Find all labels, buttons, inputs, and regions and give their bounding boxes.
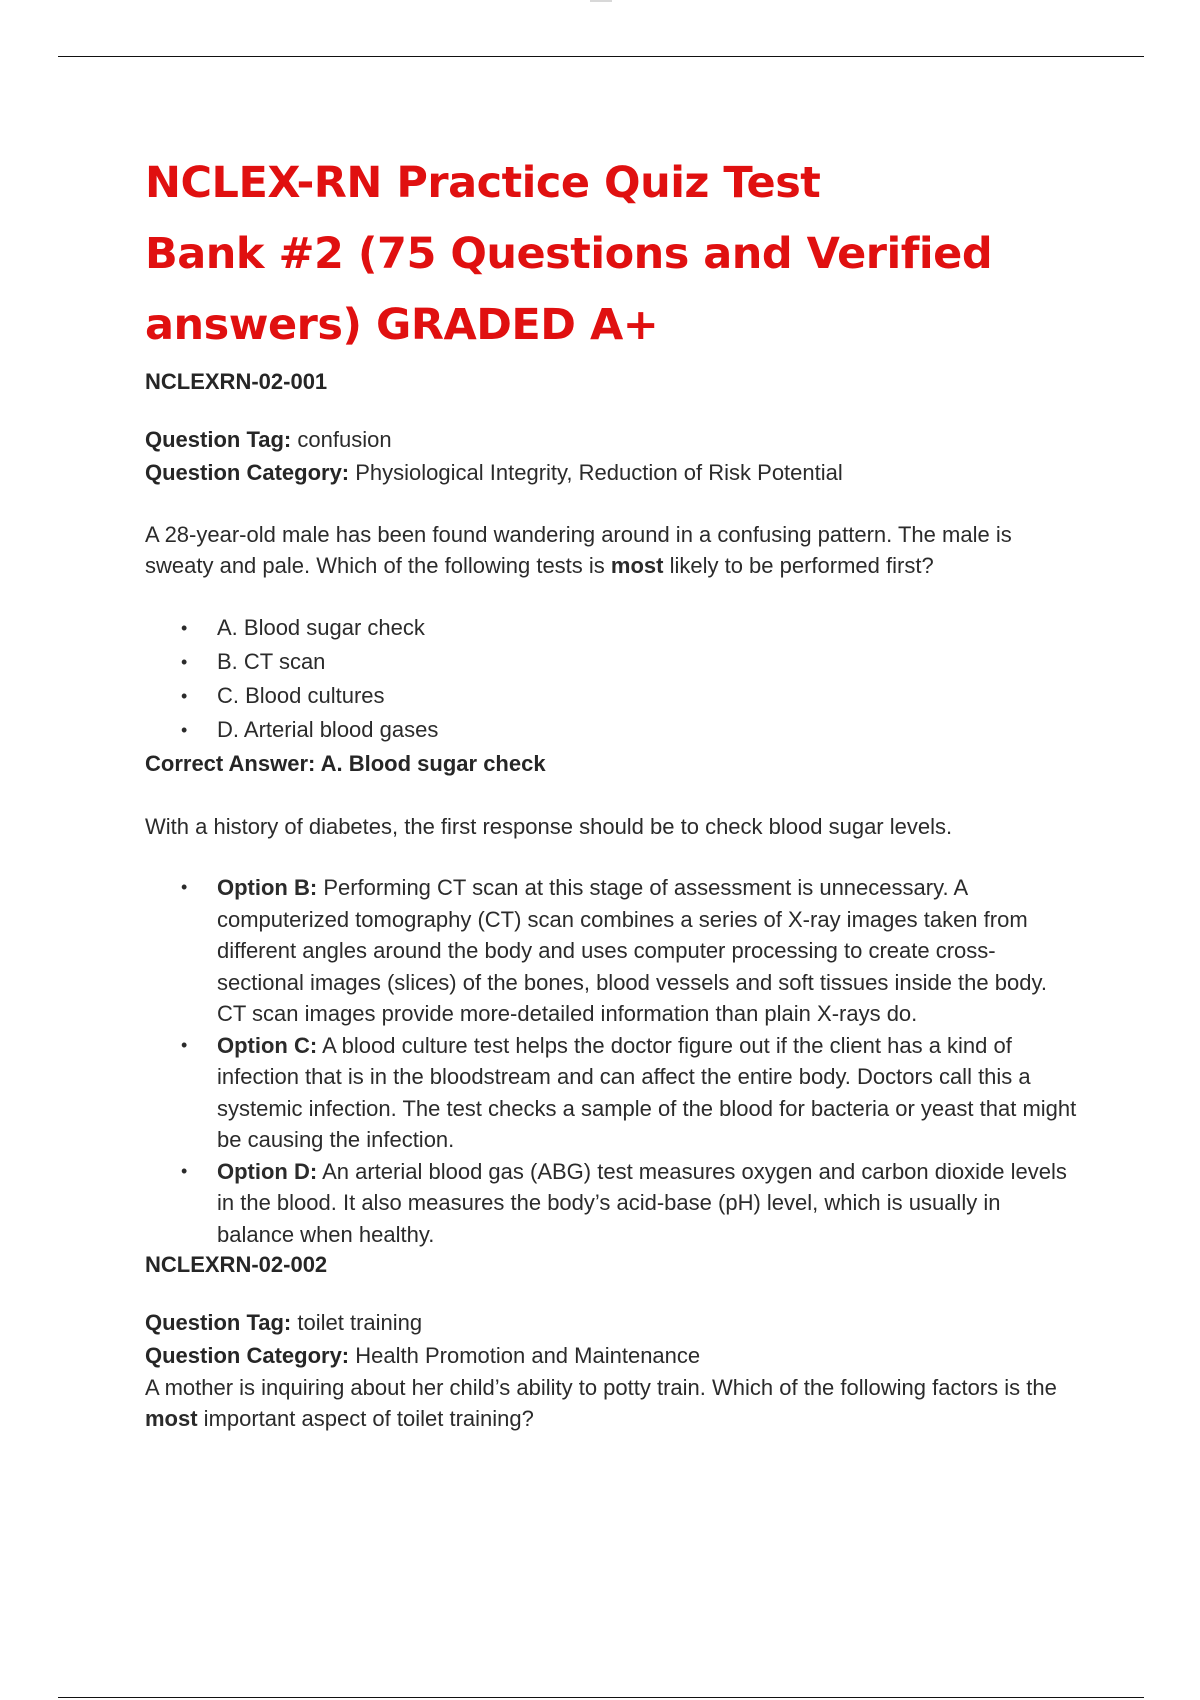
question-category-label: Question Category: — [145, 1343, 350, 1368]
document-body — [145, 148, 1080, 1434]
explanation-text: Performing CT scan at this stage of assessment is unnecessary. A computerized tomography (CT) scan combines a series of X-ray images taken from different angles around the body and uses computer processing to create cross-sectional images (slices) of the bones, blood vessels and soft tissues inside the body. CT scan images provide more-detailed information than plain X-rays do. — [217, 875, 1047, 1026]
question-stem-emphasis: most — [145, 1406, 198, 1431]
title-line-1: NCLEX-RN Practice Quiz Test — [145, 158, 821, 208]
explanation-label: Option C: — [217, 1032, 318, 1058]
question-id-2: NCLEXRN-02-002 — [145, 1252, 328, 1277]
question-stem — [145, 519, 1080, 581]
question-stem-text: A mother is inquiring about her child’s ability to potty train. Which of the following factors is the — [145, 1375, 1057, 1400]
document-title — [145, 148, 1005, 361]
correct-answer: Correct Answer: A. Blood sugar check — [145, 751, 546, 776]
question-tag — [145, 423, 1080, 456]
explanation-label: Option B: — [217, 875, 318, 900]
answer-options — [145, 611, 1080, 747]
explanation-text: An arterial blood gas (ABG) test measures oxygen and carbon dioxide levels in the blood. It also measures the body’s acid-base (pH) level, which is usually in balance when healthy. — [217, 1158, 1067, 1247]
question-id: NCLEXRN-02-001 — [145, 369, 328, 394]
answer-option-a: • A. Blood sugar check — [145, 611, 1080, 645]
question-tag-label: Question Tag: — [145, 1310, 292, 1335]
title-line-3: answers) GRADED A+ — [145, 300, 659, 350]
question-tag-label: Question Tag: — [145, 427, 292, 452]
footer-rule — [58, 1697, 1144, 1698]
question-category-value: Health Promotion and Maintenance — [349, 1343, 701, 1368]
question-stem-emphasis: most — [610, 553, 664, 578]
title-line-2: Bank #2 (75 Questions and Verified — [145, 229, 993, 279]
question-tag-2 — [145, 1306, 1080, 1339]
answer-option-d: • D. Arterial blood gases — [145, 713, 1080, 747]
question-tag-value: confusion — [291, 427, 392, 452]
option-explanations — [145, 872, 1080, 1250]
question-category-label: Question Category: — [145, 460, 350, 485]
question-stem-text-end: important aspect of toilet training? — [197, 1406, 534, 1431]
header-rule — [58, 56, 1144, 57]
question-stem-text-end: likely to be performed first? — [663, 553, 934, 578]
rationale: With a history of diabetes, the first response should be to check blood sugar levels. — [145, 814, 953, 839]
question-category-value: Physiological Integrity, Reduction of Risk Potential — [349, 460, 843, 485]
question-tag-value: toilet training — [291, 1310, 423, 1335]
explanation-text: A blood culture test helps the doctor figure out if the client has a kind of infection that is in the bloodstream and can affect the entire body. Doctors call this a systemic infection. The test checks a sample of the blood for bacteria or yeast that might be causing the infection. — [217, 1032, 1077, 1152]
explanation-option-b — [145, 872, 1080, 1030]
explanation-label: Option D: — [217, 1158, 318, 1184]
question-category-2 — [145, 1339, 1080, 1372]
question-category — [145, 456, 1080, 489]
answer-option-b: • B. CT scan — [145, 645, 1080, 679]
answer-option-c: • C. Blood cultures — [145, 679, 1080, 713]
explanation-option-c — [145, 1030, 1080, 1156]
question-stem-text: A 28-year-old male has been found wandering around in a confusing pattern. The male is sweaty and pale. Which of the following tests is — [145, 522, 1012, 578]
page-marker — [590, 0, 612, 2]
question-stem-2 — [145, 1372, 1080, 1434]
explanation-option-d — [145, 1156, 1080, 1251]
